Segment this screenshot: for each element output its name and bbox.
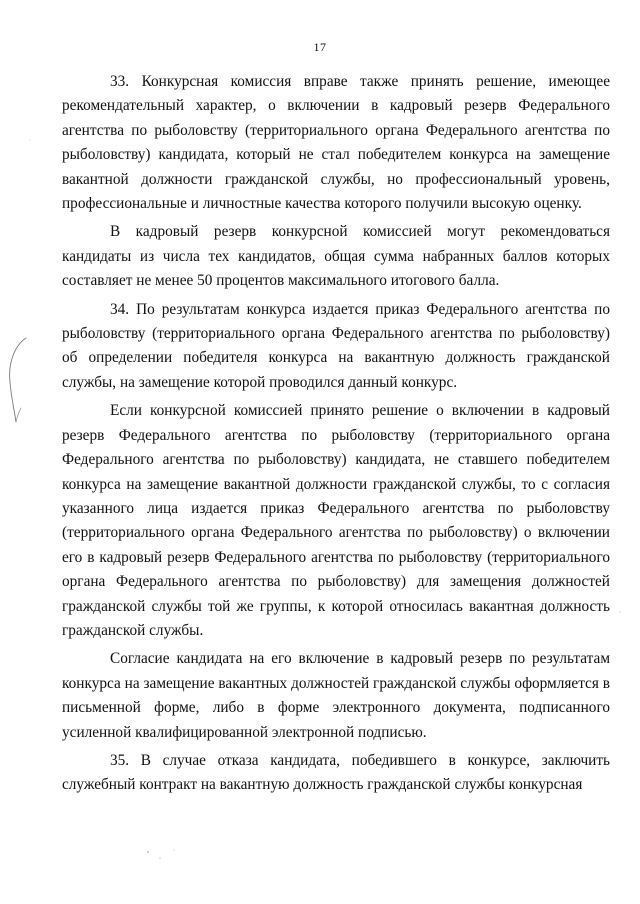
page-number: 17 <box>313 40 327 54</box>
paragraph-34-reserve-order: Если конкурсной комиссией принято решение о включении в кадровый резерв Федерального агентства по рыболовству (территориального органа Федерального агентства по рыболовству) кандидата, не ставшего победителем конкурса на замещение вакантной должности гражданской службы, то с согласия указанного лица издается приказ Федерального агентства по рыболовству (территориального органа Федерального агентства по рыболовству) о включении его в кадровый резерв Федерального агентства по рыболовству (территориального органа Федерального агентства по рыболовству) для замещения должностей гражданской службы той же группы, к которой относилась вакантная должность гражданской службы. <box>62 402 610 639</box>
paragraph-34-consent: Согласие кандидата на его включение в кадровый резерв по результатам конкурса на замещение вакантных должностей гражданской службы оформляется в письменной форме, либо в форме электронного документа, подписанного усиленной квалифицированной электронной подписью. <box>62 650 610 741</box>
margin-pen-mark <box>2 336 32 426</box>
paragraph-33-reserve: В кадровый резерв конкурсной комиссией могут рекомендоваться кандидаты из числа тех кандидатов, общая сумма набранных баллов которых составляет не менее 50 процентов максимального итогового балла. <box>62 223 610 290</box>
paragraph-35: 35. В случае отказа кандидата, победившего в конкурсе, заключить служебный контракт на вакантную должность гражданской службы конкурсная <box>62 751 610 794</box>
document-body <box>62 70 610 802</box>
paragraph-33: 33. Конкурсная комиссия вправе также принять решение, имеющее рекомендательный характер, о включении в кадровый резерв Федерального агентства по рыболовству (территориального органа Федерального агентства по рыболовству) кандидата, который не стал победителем конкурса на замещение вакантной должности гражданской службы, но профессиональный уровень, профессиональные и личностные качества которого получили высокую оценку. <box>62 73 610 213</box>
paragraph-34: 34. По результатам конкурса издается приказ Федерального агентства по рыболовству (территориального органа Федерального агентства по рыболовству) об определении победителя конкурса на вакантную должность гражданской службы, на замещение которой проводился данный конкурс. <box>62 300 610 391</box>
